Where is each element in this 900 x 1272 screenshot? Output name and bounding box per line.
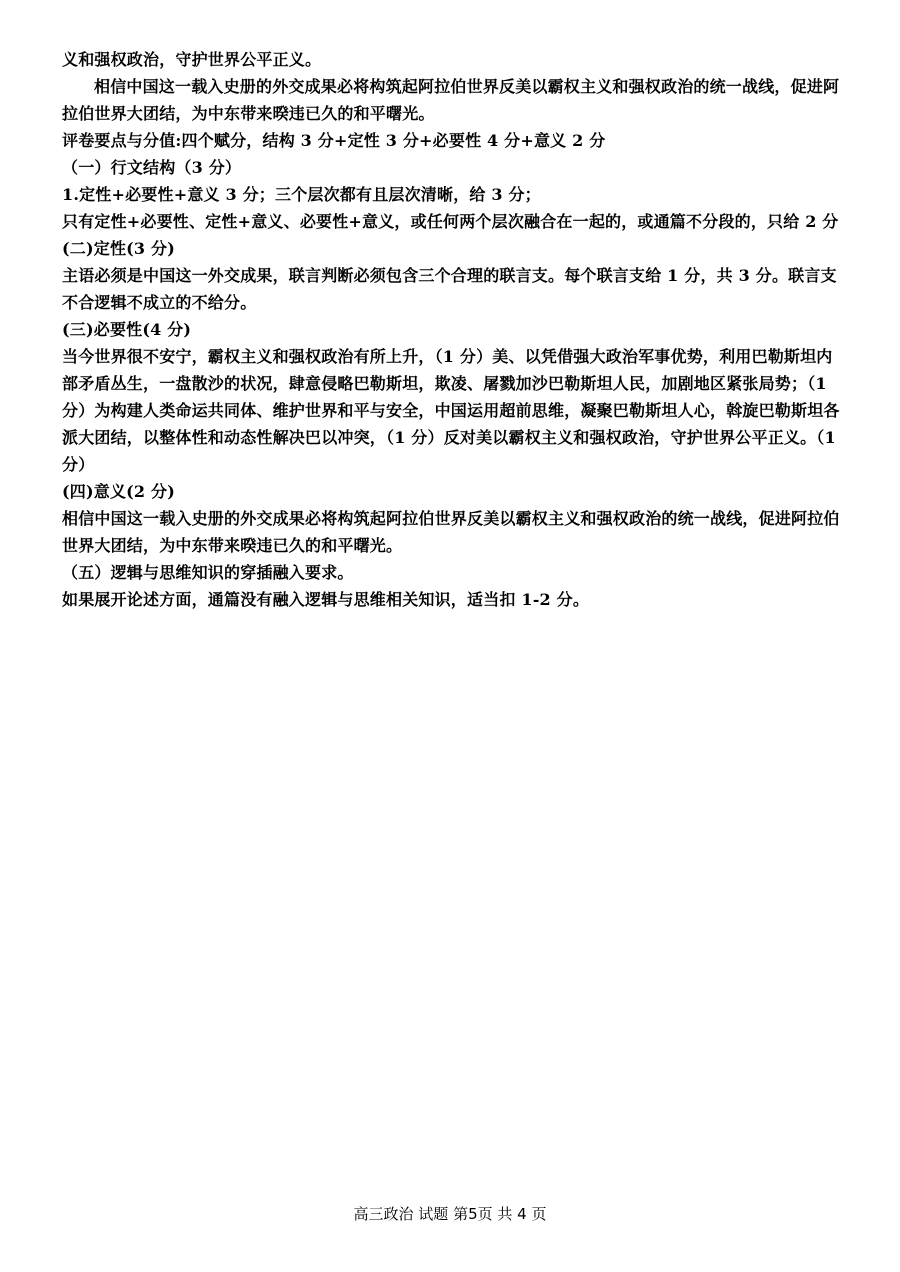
page-footer: 高三政治 试题 第5页 共 4 页 [353, 1205, 547, 1223]
paragraph-conclusion: 相信中国这一载入史册的外交成果必将构筑起阿拉伯世界反美以霸权主义和强权政治的统一战线，促进阿拉伯世界大团结，为中东带来暌违已久的和平曙光。 [62, 77, 840, 123]
document-body [62, 46, 844, 613]
section-2-body: 主语必须是中国这一外交成果，联言判断必须包含三个合理的联言支。每个联言支给 1 分，共 3 分。联言支不合逻辑不成立的不给分。 [62, 266, 837, 312]
section-1-item-1: 1.定性+必要性+意义 3 分；三个层次都有且层次清晰，给 3 分； [62, 185, 541, 204]
section-5-body: 如果展开论述方面，通篇没有融入逻辑与思维相关知识，适当扣 1-2 分。 [62, 590, 590, 609]
section-5-title: （五）逻辑与思维知识的穿插融入要求。 [62, 563, 354, 582]
paragraph-continuation: 义和强权政治，守护世界公平正义。 [62, 50, 322, 69]
section-1-title: （一）行文结构（3 分） [62, 158, 242, 177]
section-1-item-2: 只有定性+必要性、定性+意义、必要性+意义，或任何两个层次融合在一起的，或通篇不分段的，只给 2 分 [62, 212, 839, 231]
section-2-title: (二)定性(3 分) [62, 239, 175, 258]
section-4-title: (四)意义(2 分) [62, 482, 175, 501]
scoring-intro: 评卷要点与分值:四个赋分，结构 3 分+定性 3 分+必要性 4 分+意义 2 分 [62, 131, 606, 150]
section-3-title: (三)必要性(4 分) [62, 320, 192, 339]
section-4-body: 相信中国这一载入史册的外交成果必将构筑起阿拉伯世界反美以霸权主义和强权政治的统一战线，促进阿拉伯世界大团结，为中东带来暌违已久的和平曙光。 [62, 509, 840, 555]
section-3-body: 当今世界很不安宁，霸权主义和强权政治有所上升，（1 分）美、以凭借强大政治军事优势，利用巴勒斯坦内部矛盾丛生，一盘散沙的状况，肆意侵略巴勒斯坦，欺凌、屠戮加沙巴勒斯坦人民，加剧地区紧张局势；（1 分）为构建人类命运共同体、维护世界和平与安全，中国运用超前思维，凝聚巴勒斯坦人心，斡旋巴勒斯坦各派大团结，以整体性和动态性解决巴以冲突，（1 分）反对美以霸权主义和强权政治，守护世界公平正义。（1 分） [62, 347, 840, 474]
